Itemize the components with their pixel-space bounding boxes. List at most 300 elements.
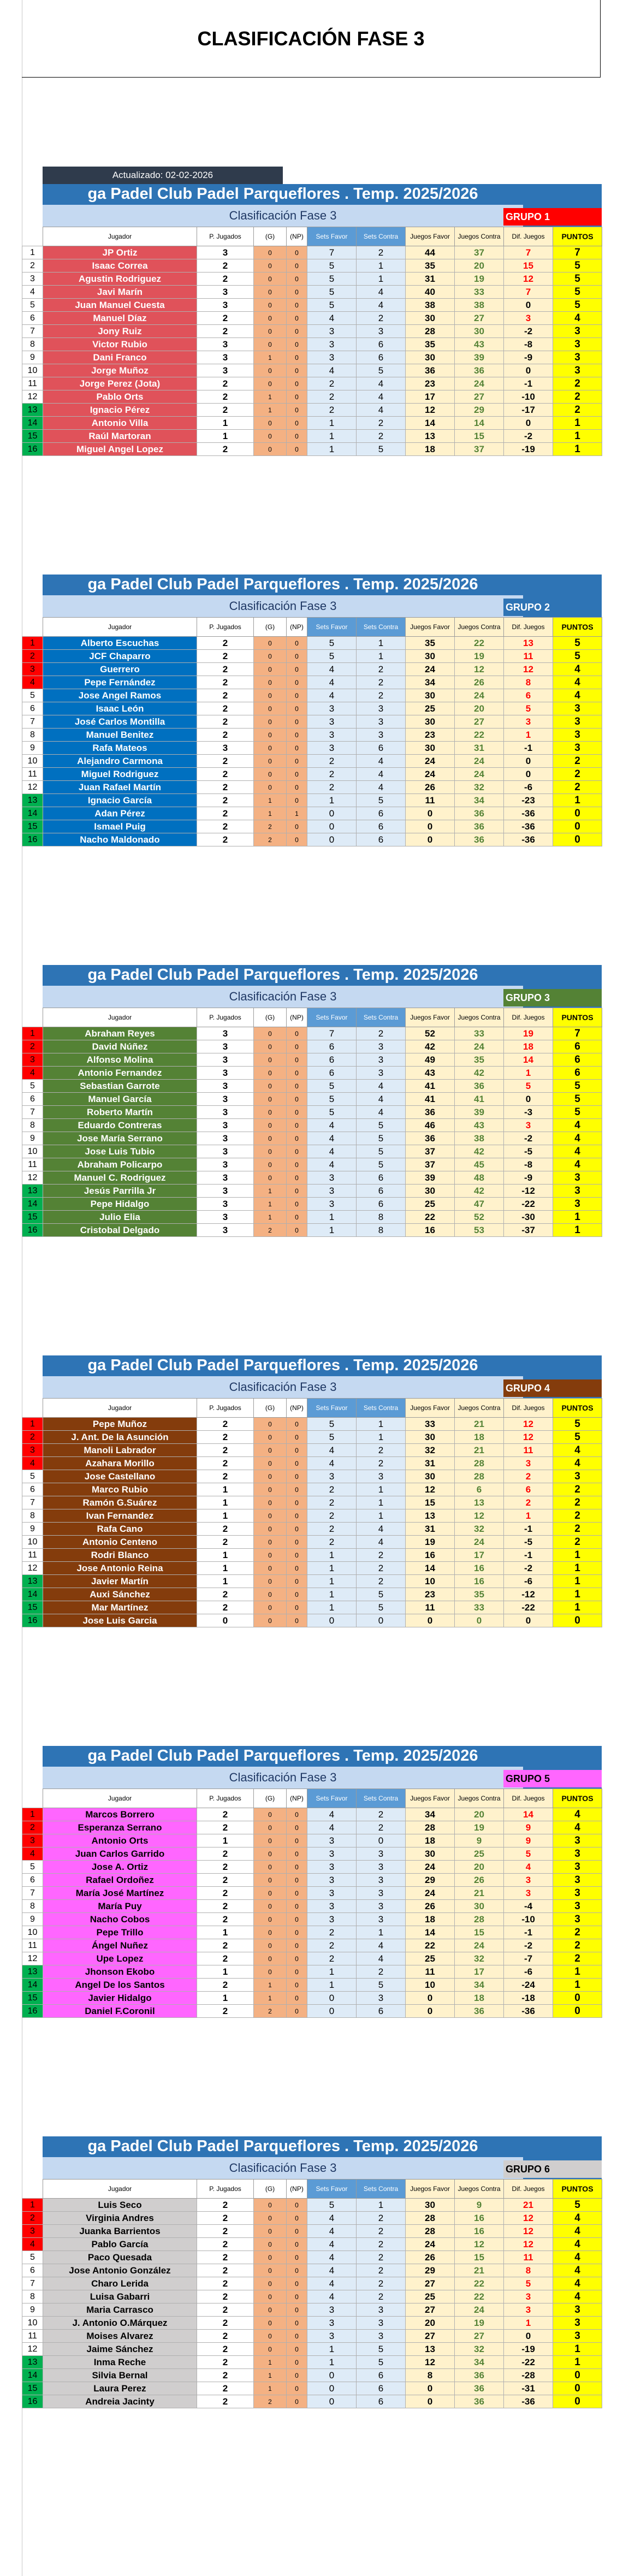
games-favor-cell: 49 bbox=[406, 1053, 455, 1067]
column-header[interactable]: Sets Favor bbox=[307, 618, 357, 637]
column-header[interactable]: (G) bbox=[254, 227, 287, 246]
player-name: Jose Luis Garcia bbox=[43, 1614, 197, 1627]
g-cell: 0 bbox=[254, 1549, 287, 1562]
points-cell: 4 bbox=[553, 2264, 602, 2277]
table-row bbox=[22, 1614, 602, 1627]
games-diff-cell: -3 bbox=[504, 1106, 553, 1119]
g-cell: 0 bbox=[254, 1470, 287, 1483]
np-cell: 0 bbox=[287, 1509, 307, 1523]
table-row bbox=[22, 1431, 602, 1444]
played-cell: 2 bbox=[197, 259, 254, 273]
sets-favor-cell: 4 bbox=[307, 663, 357, 676]
player-name: Eduardo Contreras bbox=[43, 1119, 197, 1132]
games-contra-cell: 16 bbox=[455, 1562, 504, 1575]
column-header[interactable]: PUNTOS bbox=[553, 1008, 602, 1027]
played-cell: 1 bbox=[197, 1926, 254, 1939]
played-cell: 2 bbox=[197, 702, 254, 715]
column-header[interactable]: Dif. Juegos bbox=[504, 1399, 553, 1418]
points-cell: 4 bbox=[553, 1132, 602, 1145]
games-diff-cell: 11 bbox=[504, 1444, 553, 1457]
games-contra-cell: 36 bbox=[455, 2369, 504, 2382]
column-header[interactable]: Sets Favor bbox=[307, 1008, 357, 1027]
player-name: Rafael Ordoñez bbox=[43, 1874, 197, 1887]
position-cell: 8 bbox=[22, 729, 43, 742]
games-favor-cell: 11 bbox=[406, 794, 455, 807]
points-cell: 3 bbox=[553, 325, 602, 338]
np-cell: 0 bbox=[287, 1601, 307, 1614]
table-row bbox=[22, 689, 602, 702]
points-cell: 3 bbox=[553, 1185, 602, 1198]
column-header[interactable]: (G) bbox=[254, 618, 287, 637]
sets-contra-cell: 2 bbox=[357, 676, 406, 689]
games-favor-cell: 25 bbox=[406, 1952, 455, 1965]
games-favor-cell: 29 bbox=[406, 1874, 455, 1887]
sets-favor-cell: 3 bbox=[307, 1171, 357, 1185]
column-header[interactable]: PUNTOS bbox=[553, 2180, 602, 2199]
games-contra-cell: 36 bbox=[455, 820, 504, 833]
np-cell: 0 bbox=[287, 1431, 307, 1444]
position-cell: 16 bbox=[22, 2005, 43, 2018]
games-favor-cell: 12 bbox=[406, 2356, 455, 2369]
played-cell: 1 bbox=[197, 1509, 254, 1523]
column-header[interactable]: P. Jugados bbox=[197, 1789, 254, 1808]
g-cell: 0 bbox=[254, 417, 287, 430]
games-diff-cell: -6 bbox=[504, 1575, 553, 1588]
g-cell: 1 bbox=[254, 2356, 287, 2369]
player-name: Esperanza Serrano bbox=[43, 1821, 197, 1834]
games-contra-cell: 39 bbox=[455, 1106, 504, 1119]
column-header[interactable]: Juegos Favor bbox=[406, 1789, 455, 1808]
position-cell: 13 bbox=[22, 794, 43, 807]
column-header[interactable]: Jugador bbox=[43, 1789, 197, 1808]
points-cell: 0 bbox=[553, 807, 602, 820]
sets-favor-cell: 4 bbox=[307, 2290, 357, 2303]
position-cell: 16 bbox=[22, 1224, 43, 1237]
games-favor-cell: 16 bbox=[406, 1224, 455, 1237]
position-cell: 3 bbox=[22, 2225, 43, 2238]
sets-contra-cell: 2 bbox=[357, 417, 406, 430]
games-diff-cell: -10 bbox=[504, 390, 553, 404]
sets-favor-cell: 2 bbox=[307, 377, 357, 390]
column-header[interactable]: Jugador bbox=[43, 618, 197, 637]
column-header[interactable]: Sets Favor bbox=[307, 2180, 357, 2199]
games-contra-cell: 18 bbox=[455, 1992, 504, 2005]
column-header[interactable]: P. Jugados bbox=[197, 618, 254, 637]
g-cell: 0 bbox=[254, 1614, 287, 1627]
games-contra-cell: 30 bbox=[455, 325, 504, 338]
column-header[interactable]: Sets Contra bbox=[357, 618, 406, 637]
points-cell: 0 bbox=[553, 2369, 602, 2382]
table-row bbox=[22, 1171, 602, 1185]
player-name: Adan Pérez bbox=[43, 807, 197, 820]
table-row bbox=[22, 1158, 602, 1171]
sets-favor-cell: 5 bbox=[307, 273, 357, 286]
points-cell: 5 bbox=[553, 1093, 602, 1106]
g-cell: 0 bbox=[254, 1887, 287, 1900]
column-header[interactable]: Juegos Contra bbox=[455, 618, 504, 637]
games-diff-cell: -36 bbox=[504, 807, 553, 820]
games-diff-cell: -6 bbox=[504, 1965, 553, 1979]
sets-favor-cell: 4 bbox=[307, 2225, 357, 2238]
table-row bbox=[22, 246, 602, 259]
games-contra-cell: 21 bbox=[455, 2264, 504, 2277]
g-cell: 0 bbox=[254, 1847, 287, 1861]
column-header[interactable] bbox=[22, 618, 43, 637]
column-header[interactable] bbox=[22, 1008, 43, 1027]
sets-contra-cell: 6 bbox=[357, 2005, 406, 2018]
player-name: María José Martínez bbox=[43, 1887, 197, 1900]
games-diff-cell: 3 bbox=[504, 1457, 553, 1470]
sets-favor-cell: 2 bbox=[307, 755, 357, 768]
g-cell: 0 bbox=[254, 1509, 287, 1523]
np-cell: 0 bbox=[287, 443, 307, 456]
games-favor-cell: 29 bbox=[406, 2264, 455, 2277]
games-favor-cell: 24 bbox=[406, 768, 455, 781]
np-cell: 0 bbox=[287, 364, 307, 377]
position-cell: 3 bbox=[22, 663, 43, 676]
sets-contra-cell: 4 bbox=[357, 1536, 406, 1549]
points-cell: 2 bbox=[553, 1926, 602, 1939]
table-row bbox=[22, 1601, 602, 1614]
np-cell: 0 bbox=[287, 833, 307, 846]
games-favor-cell: 10 bbox=[406, 1979, 455, 1992]
games-contra-cell: 45 bbox=[455, 1158, 504, 1171]
sets-contra-cell: 1 bbox=[357, 1926, 406, 1939]
sets-favor-cell: 7 bbox=[307, 246, 357, 259]
position-cell: 3 bbox=[22, 1834, 43, 1847]
np-cell: 0 bbox=[287, 1887, 307, 1900]
games-contra-cell: 29 bbox=[455, 404, 504, 417]
games-favor-cell: 18 bbox=[406, 1834, 455, 1847]
sets-contra-cell: 3 bbox=[357, 1887, 406, 1900]
phase-subtitle: Clasificación Fase 3 bbox=[43, 2157, 523, 2179]
position-cell: 13 bbox=[22, 2356, 43, 2369]
column-header[interactable]: Dif. Juegos bbox=[504, 1008, 553, 1027]
sets-contra-cell: 3 bbox=[357, 1053, 406, 1067]
played-cell: 2 bbox=[197, 689, 254, 702]
column-header[interactable]: P. Jugados bbox=[197, 1399, 254, 1418]
position-cell: 9 bbox=[22, 351, 43, 364]
table-row bbox=[22, 299, 602, 312]
position-cell: 9 bbox=[22, 1523, 43, 1536]
played-cell: 2 bbox=[197, 1979, 254, 1992]
games-contra-cell: 12 bbox=[455, 1509, 504, 1523]
sets-contra-cell: 1 bbox=[357, 637, 406, 650]
position-cell: 13 bbox=[22, 404, 43, 417]
games-favor-cell: 15 bbox=[406, 1496, 455, 1509]
column-header[interactable]: Sets Favor bbox=[307, 1399, 357, 1418]
played-cell: 3 bbox=[197, 742, 254, 755]
games-favor-cell: 0 bbox=[406, 1992, 455, 2005]
games-favor-cell: 0 bbox=[406, 2005, 455, 2018]
column-header[interactable] bbox=[22, 1399, 43, 1418]
games-favor-cell: 13 bbox=[406, 1509, 455, 1523]
games-contra-cell: 36 bbox=[455, 1080, 504, 1093]
np-cell: 0 bbox=[287, 702, 307, 715]
table-row bbox=[22, 1821, 602, 1834]
played-cell: 2 bbox=[197, 1444, 254, 1457]
column-header[interactable]: Juegos Favor bbox=[406, 1008, 455, 1027]
position-cell: 7 bbox=[22, 1496, 43, 1509]
sets-contra-cell: 4 bbox=[357, 286, 406, 299]
table-row bbox=[22, 715, 602, 729]
column-header[interactable] bbox=[22, 227, 43, 246]
column-header[interactable]: P. Jugados bbox=[197, 2180, 254, 2199]
games-contra-cell: 28 bbox=[455, 1457, 504, 1470]
played-cell: 2 bbox=[197, 390, 254, 404]
played-cell: 2 bbox=[197, 1939, 254, 1952]
sets-favor-cell: 3 bbox=[307, 1913, 357, 1926]
table-row bbox=[22, 2343, 602, 2356]
games-contra-cell: 22 bbox=[455, 2277, 504, 2290]
column-header[interactable]: (G) bbox=[254, 1399, 287, 1418]
column-header[interactable]: Dif. Juegos bbox=[504, 2180, 553, 2199]
club-title: ga Padel Club Padel Parqueflores . Temp. 2025/2026 bbox=[87, 1747, 478, 1764]
column-header[interactable]: Jugador bbox=[43, 2180, 197, 2199]
column-header[interactable]: PUNTOS bbox=[553, 1399, 602, 1418]
column-header[interactable]: Sets Favor bbox=[307, 227, 357, 246]
phase-subtitle: Clasificación Fase 3 bbox=[43, 595, 523, 617]
sets-favor-cell: 5 bbox=[307, 259, 357, 273]
column-header[interactable]: Sets Favor bbox=[307, 1789, 357, 1808]
games-diff-cell: -30 bbox=[504, 1211, 553, 1224]
table-row bbox=[22, 1509, 602, 1523]
games-diff-cell: 3 bbox=[504, 1119, 553, 1132]
points-cell: 5 bbox=[553, 299, 602, 312]
position-cell: 6 bbox=[22, 312, 43, 325]
sets-favor-cell: 4 bbox=[307, 2212, 357, 2225]
g-cell: 1 bbox=[254, 794, 287, 807]
column-header[interactable]: (NP) bbox=[287, 2180, 307, 2199]
games-diff-cell: 4 bbox=[504, 1861, 553, 1874]
position-cell: 3 bbox=[22, 1053, 43, 1067]
column-header[interactable]: Juegos Contra bbox=[455, 1008, 504, 1027]
games-diff-cell: 9 bbox=[504, 1821, 553, 1834]
column-header[interactable]: Jugador bbox=[43, 1399, 197, 1418]
np-cell: 0 bbox=[287, 259, 307, 273]
games-favor-cell: 14 bbox=[406, 417, 455, 430]
g-cell: 0 bbox=[254, 1965, 287, 1979]
position-cell: 11 bbox=[22, 377, 43, 390]
played-cell: 2 bbox=[197, 2251, 254, 2264]
games-diff-cell: 12 bbox=[504, 1431, 553, 1444]
games-favor-cell: 30 bbox=[406, 715, 455, 729]
column-header[interactable]: Sets Contra bbox=[357, 1399, 406, 1418]
points-cell: 5 bbox=[553, 273, 602, 286]
games-diff-cell: 12 bbox=[504, 1418, 553, 1431]
games-favor-cell: 24 bbox=[406, 755, 455, 768]
table-row bbox=[22, 1847, 602, 1861]
sets-contra-cell: 8 bbox=[357, 1211, 406, 1224]
played-cell: 1 bbox=[197, 1562, 254, 1575]
column-header[interactable]: (NP) bbox=[287, 1008, 307, 1027]
player-name: Mar Martínez bbox=[43, 1601, 197, 1614]
games-diff-cell: 3 bbox=[504, 2290, 553, 2303]
column-header[interactable]: PUNTOS bbox=[553, 1789, 602, 1808]
sets-contra-cell: 6 bbox=[357, 807, 406, 820]
played-cell: 3 bbox=[197, 1158, 254, 1171]
sets-favor-cell: 3 bbox=[307, 325, 357, 338]
column-header[interactable]: Juegos Contra bbox=[455, 1789, 504, 1808]
games-contra-cell: 21 bbox=[455, 1444, 504, 1457]
np-cell: 0 bbox=[287, 1027, 307, 1040]
position-cell: 4 bbox=[22, 286, 43, 299]
g-cell: 0 bbox=[254, 689, 287, 702]
column-header[interactable]: Juegos Favor bbox=[406, 1399, 455, 1418]
games-contra-cell: 15 bbox=[455, 1926, 504, 1939]
games-diff-cell: -36 bbox=[504, 833, 553, 846]
points-cell: 0 bbox=[553, 2005, 602, 2018]
sets-favor-cell: 5 bbox=[307, 1080, 357, 1093]
games-favor-cell: 23 bbox=[406, 377, 455, 390]
column-header[interactable]: PUNTOS bbox=[553, 227, 602, 246]
games-diff-cell: 0 bbox=[504, 2330, 553, 2343]
sets-contra-cell: 2 bbox=[357, 1575, 406, 1588]
table-row bbox=[22, 1106, 602, 1119]
games-favor-cell: 25 bbox=[406, 2290, 455, 2303]
sets-contra-cell: 1 bbox=[357, 650, 406, 663]
page-title: CLASIFICACIÓN FASE 3 bbox=[197, 27, 425, 50]
player-name: JCF Chaparro bbox=[43, 650, 197, 663]
points-cell: 2 bbox=[553, 1496, 602, 1509]
games-contra-cell: 16 bbox=[455, 2212, 504, 2225]
played-cell: 2 bbox=[197, 1523, 254, 1536]
club-title: ga Padel Club Padel Parqueflores . Temp. 2025/2026 bbox=[87, 966, 478, 984]
column-header[interactable]: Juegos Favor bbox=[406, 2180, 455, 2199]
position-cell: 5 bbox=[22, 689, 43, 702]
column-header[interactable]: Juegos Contra bbox=[455, 2180, 504, 2199]
position-cell: 5 bbox=[22, 1861, 43, 1874]
column-header[interactable]: Sets Contra bbox=[357, 1789, 406, 1808]
points-cell: 3 bbox=[553, 1847, 602, 1861]
games-diff-cell: 3 bbox=[504, 715, 553, 729]
played-cell: 3 bbox=[197, 351, 254, 364]
column-header[interactable]: Sets Contra bbox=[357, 2180, 406, 2199]
player-name: Juanka Barrientos bbox=[43, 2225, 197, 2238]
column-header[interactable]: (G) bbox=[254, 1008, 287, 1027]
points-cell: 0 bbox=[553, 1992, 602, 2005]
played-cell: 3 bbox=[197, 1132, 254, 1145]
club-title: ga Padel Club Padel Parqueflores . Temp. 2025/2026 bbox=[87, 1357, 478, 1374]
games-diff-cell: 14 bbox=[504, 1808, 553, 1821]
games-diff-cell: -12 bbox=[504, 1185, 553, 1198]
sets-contra-cell: 3 bbox=[357, 1874, 406, 1887]
table-row bbox=[22, 1913, 602, 1926]
games-contra-cell: 43 bbox=[455, 338, 504, 351]
player-name: Marco Rubio bbox=[43, 1483, 197, 1496]
points-cell: 4 bbox=[553, 1119, 602, 1132]
g-cell: 0 bbox=[254, 1132, 287, 1145]
column-header[interactable]: Juegos Contra bbox=[455, 1399, 504, 1418]
table-row bbox=[22, 325, 602, 338]
games-contra-cell: 12 bbox=[455, 2238, 504, 2251]
games-favor-cell: 31 bbox=[406, 1457, 455, 1470]
column-header[interactable]: Dif. Juegos bbox=[504, 618, 553, 637]
games-diff-cell: -1 bbox=[504, 1523, 553, 1536]
column-header[interactable]: P. Jugados bbox=[197, 1008, 254, 1027]
points-cell: 0 bbox=[553, 2382, 602, 2395]
table-header-row bbox=[22, 1008, 602, 1027]
position-cell: 3 bbox=[22, 273, 43, 286]
games-diff-cell: -8 bbox=[504, 1158, 553, 1171]
games-favor-cell: 46 bbox=[406, 1119, 455, 1132]
column-header[interactable]: (G) bbox=[254, 1789, 287, 1808]
games-diff-cell: -9 bbox=[504, 351, 553, 364]
sets-contra-cell: 3 bbox=[357, 2317, 406, 2330]
group-header bbox=[43, 575, 602, 617]
g-cell: 0 bbox=[254, 1053, 287, 1067]
np-cell: 0 bbox=[287, 1224, 307, 1237]
position-cell: 1 bbox=[22, 1808, 43, 1821]
table-row bbox=[22, 1457, 602, 1470]
played-cell: 2 bbox=[197, 676, 254, 689]
g-cell: 0 bbox=[254, 1861, 287, 1874]
played-cell: 2 bbox=[197, 2005, 254, 2018]
points-cell: 4 bbox=[553, 2277, 602, 2290]
sets-contra-cell: 2 bbox=[357, 689, 406, 702]
games-diff-cell: 0 bbox=[504, 755, 553, 768]
column-header[interactable]: Juegos Favor bbox=[406, 227, 455, 246]
games-contra-cell: 22 bbox=[455, 637, 504, 650]
games-contra-cell: 24 bbox=[455, 755, 504, 768]
games-contra-cell: 16 bbox=[455, 1575, 504, 1588]
np-cell: 0 bbox=[287, 768, 307, 781]
games-contra-cell: 24 bbox=[455, 1040, 504, 1053]
column-header[interactable] bbox=[22, 2180, 43, 2199]
games-contra-cell: 35 bbox=[455, 1053, 504, 1067]
column-header[interactable]: Sets Contra bbox=[357, 227, 406, 246]
column-header[interactable]: Sets Contra bbox=[357, 1008, 406, 1027]
column-header[interactable]: Jugador bbox=[43, 1008, 197, 1027]
table-row bbox=[22, 2199, 602, 2212]
sets-contra-cell: 2 bbox=[357, 663, 406, 676]
points-cell: 2 bbox=[553, 781, 602, 794]
column-header[interactable]: Dif. Juegos bbox=[504, 227, 553, 246]
table-header-row bbox=[22, 1789, 602, 1808]
games-favor-cell: 0 bbox=[406, 820, 455, 833]
player-name: Dani Franco bbox=[43, 351, 197, 364]
np-cell: 0 bbox=[287, 1106, 307, 1119]
column-header[interactable]: Dif. Juegos bbox=[504, 1789, 553, 1808]
np-cell: 0 bbox=[287, 1847, 307, 1861]
column-header[interactable]: (NP) bbox=[287, 1789, 307, 1808]
player-name: Jose Antonio Reina bbox=[43, 1562, 197, 1575]
column-header[interactable] bbox=[22, 1789, 43, 1808]
table-row bbox=[22, 1027, 602, 1040]
player-name: Pepe Hidalgo bbox=[43, 1198, 197, 1211]
played-cell: 2 bbox=[197, 820, 254, 833]
column-header[interactable]: Jugador bbox=[43, 227, 197, 246]
column-header[interactable]: Juegos Contra bbox=[455, 227, 504, 246]
table-row bbox=[22, 1119, 602, 1132]
g-cell: 0 bbox=[254, 443, 287, 456]
column-header[interactable]: P. Jugados bbox=[197, 227, 254, 246]
sets-contra-cell: 2 bbox=[357, 1965, 406, 1979]
games-diff-cell: 13 bbox=[504, 637, 553, 650]
column-header[interactable]: Juegos Favor bbox=[406, 618, 455, 637]
sets-favor-cell: 5 bbox=[307, 650, 357, 663]
column-header[interactable]: (NP) bbox=[287, 1399, 307, 1418]
column-header[interactable]: PUNTOS bbox=[553, 618, 602, 637]
column-header[interactable]: (NP) bbox=[287, 618, 307, 637]
table-row bbox=[22, 1992, 602, 2005]
column-header[interactable]: (NP) bbox=[287, 227, 307, 246]
games-diff-cell: -4 bbox=[504, 1900, 553, 1913]
g-cell: 0 bbox=[254, 1588, 287, 1601]
played-cell: 2 bbox=[197, 650, 254, 663]
g-cell: 0 bbox=[254, 715, 287, 729]
column-header[interactable]: (G) bbox=[254, 2180, 287, 2199]
